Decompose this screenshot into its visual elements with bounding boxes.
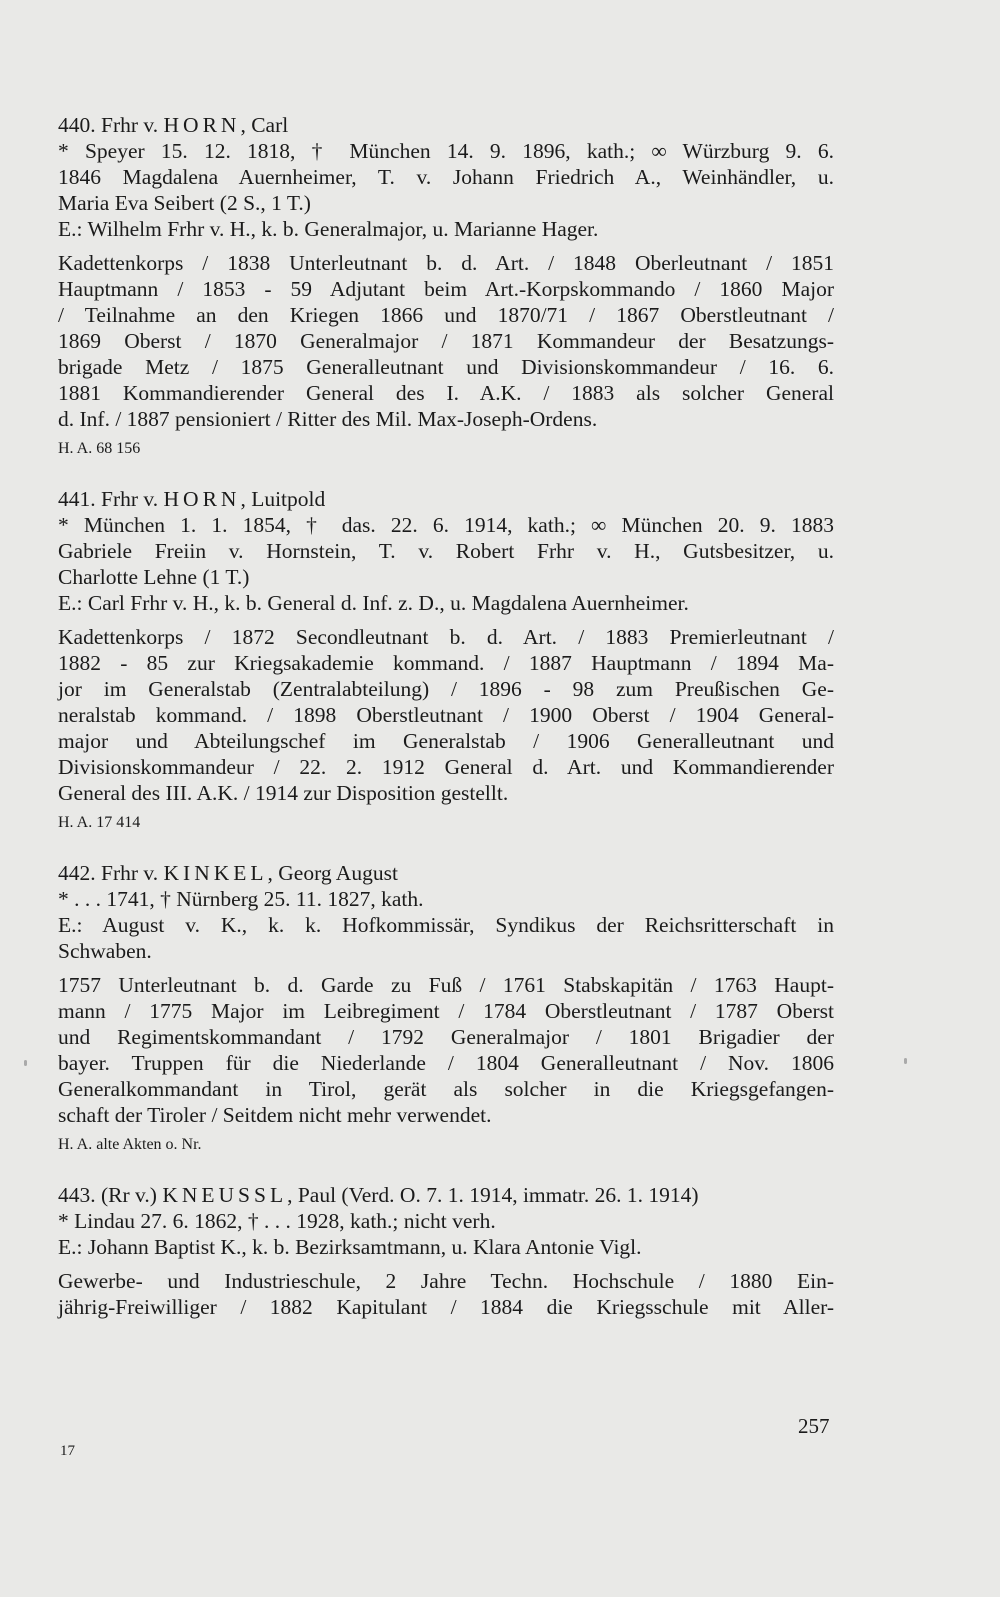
- career-line: Kadettenkorps / 1838 Unterleutnant b. d. Art. / 1848 Oberleutnant / 1851: [58, 251, 834, 275]
- career-line: jährig-Freiwilliger / 1882 Kapitulant / 1884 die Kriegsschule mit Aller-: [58, 1295, 834, 1319]
- surname: HORN: [163, 487, 241, 511]
- heading-text: 441. Frhr v.: [58, 487, 164, 511]
- biography-entry: [58, 112, 834, 460]
- vitals-line: * München 1. 1. 1854, † das. 22. 6. 1914, kath.; ∞ München 20. 9. 1883: [58, 513, 834, 537]
- document-page: [58, 112, 834, 1346]
- vitals-line: Schwaben.: [58, 939, 152, 963]
- career-line: General des III. A.K. / 1914 zur Disposition gestellt.: [58, 781, 509, 805]
- career-line: bayer. Truppen für die Niederlande / 1804 Generalleutnant / Nov. 1806: [58, 1051, 834, 1075]
- paragraph-gap: [58, 242, 834, 250]
- career-line: Kadettenkorps / 1872 Secondleutnant b. d. Art. / 1883 Premierleutnant /: [58, 625, 834, 649]
- vitals-line: E.: August v. K., k. k. Hofkommissär, Syndikus der Reichsritterschaft in: [58, 913, 834, 937]
- heading-text: , Luitpold: [240, 487, 326, 511]
- vitals-line: * Lindau 27. 6. 1862, † . . . 1928, kath.; nicht verh.: [58, 1209, 496, 1233]
- career-line: mann / 1775 Major im Leibregiment / 1784 Oberstleutnant / 1787 Oberst: [58, 999, 834, 1023]
- career-line: 1882 - 85 zur Kriegsakademie kommand. / 1887 Hauptmann / 1894 Ma-: [58, 651, 834, 675]
- heading-text: 443. (Rr v.): [58, 1183, 163, 1207]
- margin-speck: [904, 1058, 907, 1064]
- surname: KINKEL: [163, 861, 268, 885]
- vitals-line: E.: Johann Baptist K., k. b. Bezirksamtmann, u. Klara Antonie Vigl.: [58, 1235, 642, 1259]
- archive-reference: H. A. 68 156: [58, 440, 141, 457]
- vitals-line: E.: Carl Frhr v. H., k. b. General d. Inf. z. D., u. Magdalena Auernheimer.: [58, 591, 689, 615]
- career-line: jor im Generalstab (Zentralabteilung) / 1896 - 98 zum Preußischen Ge-: [58, 677, 834, 701]
- page-number: 257: [798, 1414, 830, 1438]
- career-line: brigade Metz / 1875 Generalleutnant und Divisionskommandeur / 16. 6.: [58, 355, 834, 379]
- career-line: major und Abteilungschef im Generalstab / 1906 Generalleutnant und: [58, 729, 834, 753]
- career-line: Gewerbe- und Industrieschule, 2 Jahre Techn. Hochschule / 1880 Ein-: [58, 1269, 834, 1293]
- career-line: / Teilnahme an den Kriegen 1866 und 1870/71 / 1867 Oberstleutnant /: [58, 303, 834, 327]
- entry-heading: [58, 860, 834, 886]
- heading-text: 440. Frhr v.: [58, 113, 164, 137]
- heading-text: , Paul (Verd. O. 7. 1. 1914, immatr. 26. 1. 1914): [287, 1183, 699, 1207]
- heading-text: , Georg August: [267, 861, 398, 885]
- career-line: Divisionskommandeur / 22. 2. 1912 General d. Art. und Kommandierender: [58, 755, 834, 779]
- entry-heading: [58, 112, 834, 138]
- entry-heading: [58, 486, 834, 512]
- surname: HORN: [163, 113, 241, 137]
- career-line: und Regimentskommandant / 1792 Generalmajor / 1801 Brigadier der: [58, 1025, 834, 1049]
- heading-text: 442. Frhr v.: [58, 861, 164, 885]
- archive-reference: H. A. alte Akten o. Nr.: [58, 1136, 202, 1153]
- margin-speck: [24, 1060, 27, 1066]
- vitals-line: E.: Wilhelm Frhr v. H., k. b. Generalmajor, u. Marianne Hager.: [58, 217, 599, 241]
- career-line: Hauptmann / 1853 - 59 Adjutant beim Art.-Korpskommando / 1860 Major: [58, 277, 834, 301]
- entry-heading: [58, 1182, 834, 1208]
- career-line: neralstab kommand. / 1898 Oberstleutnant / 1900 Oberst / 1904 General-: [58, 703, 834, 727]
- paragraph-gap: [58, 1260, 834, 1268]
- vitals-line: * Speyer 15. 12. 1818, † München 14. 9. 1896, kath.; ∞ Würzburg 9. 6.: [58, 139, 834, 163]
- surname: KNEUSSL: [162, 1183, 288, 1207]
- vitals-line: * . . . 1741, † Nürnberg 25. 11. 1827, kath.: [58, 887, 424, 911]
- biography-entry: [58, 486, 834, 834]
- biography-entry: [58, 1182, 834, 1320]
- vitals-line: Gabriele Freiin v. Hornstein, T. v. Robert Frhr v. H., Gutsbesitzer, u.: [58, 539, 834, 563]
- biography-entry: [58, 860, 834, 1156]
- career-line: 1757 Unterleutnant b. d. Garde zu Fuß / 1761 Stabskapitän / 1763 Haupt-: [58, 973, 834, 997]
- vitals-line: Maria Eva Seibert (2 S., 1 T.): [58, 191, 311, 215]
- career-line: schaft der Tiroler / Seitdem nicht mehr verwendet.: [58, 1103, 492, 1127]
- career-line: 1881 Kommandierender General des I. A.K. / 1883 als solcher General: [58, 381, 834, 405]
- heading-text: , Carl: [240, 113, 289, 137]
- signature-mark: 17: [60, 1443, 75, 1459]
- archive-reference: H. A. 17 414: [58, 814, 141, 831]
- paragraph-gap: [58, 964, 834, 972]
- career-line: 1869 Oberst / 1870 Generalmajor / 1871 Kommandeur der Besatzungs-: [58, 329, 834, 353]
- vitals-line: 1846 Magdalena Auernheimer, T. v. Johann Friedrich A., Weinhändler, u.: [58, 165, 834, 189]
- vitals-line: Charlotte Lehne (1 T.): [58, 565, 250, 589]
- paragraph-gap: [58, 616, 834, 624]
- career-line: Generalkommandant in Tirol, gerät als solcher in die Kriegsgefangen-: [58, 1077, 834, 1101]
- career-line: d. Inf. / 1887 pensioniert / Ritter des Mil. Max-Joseph-Ordens.: [58, 407, 598, 431]
